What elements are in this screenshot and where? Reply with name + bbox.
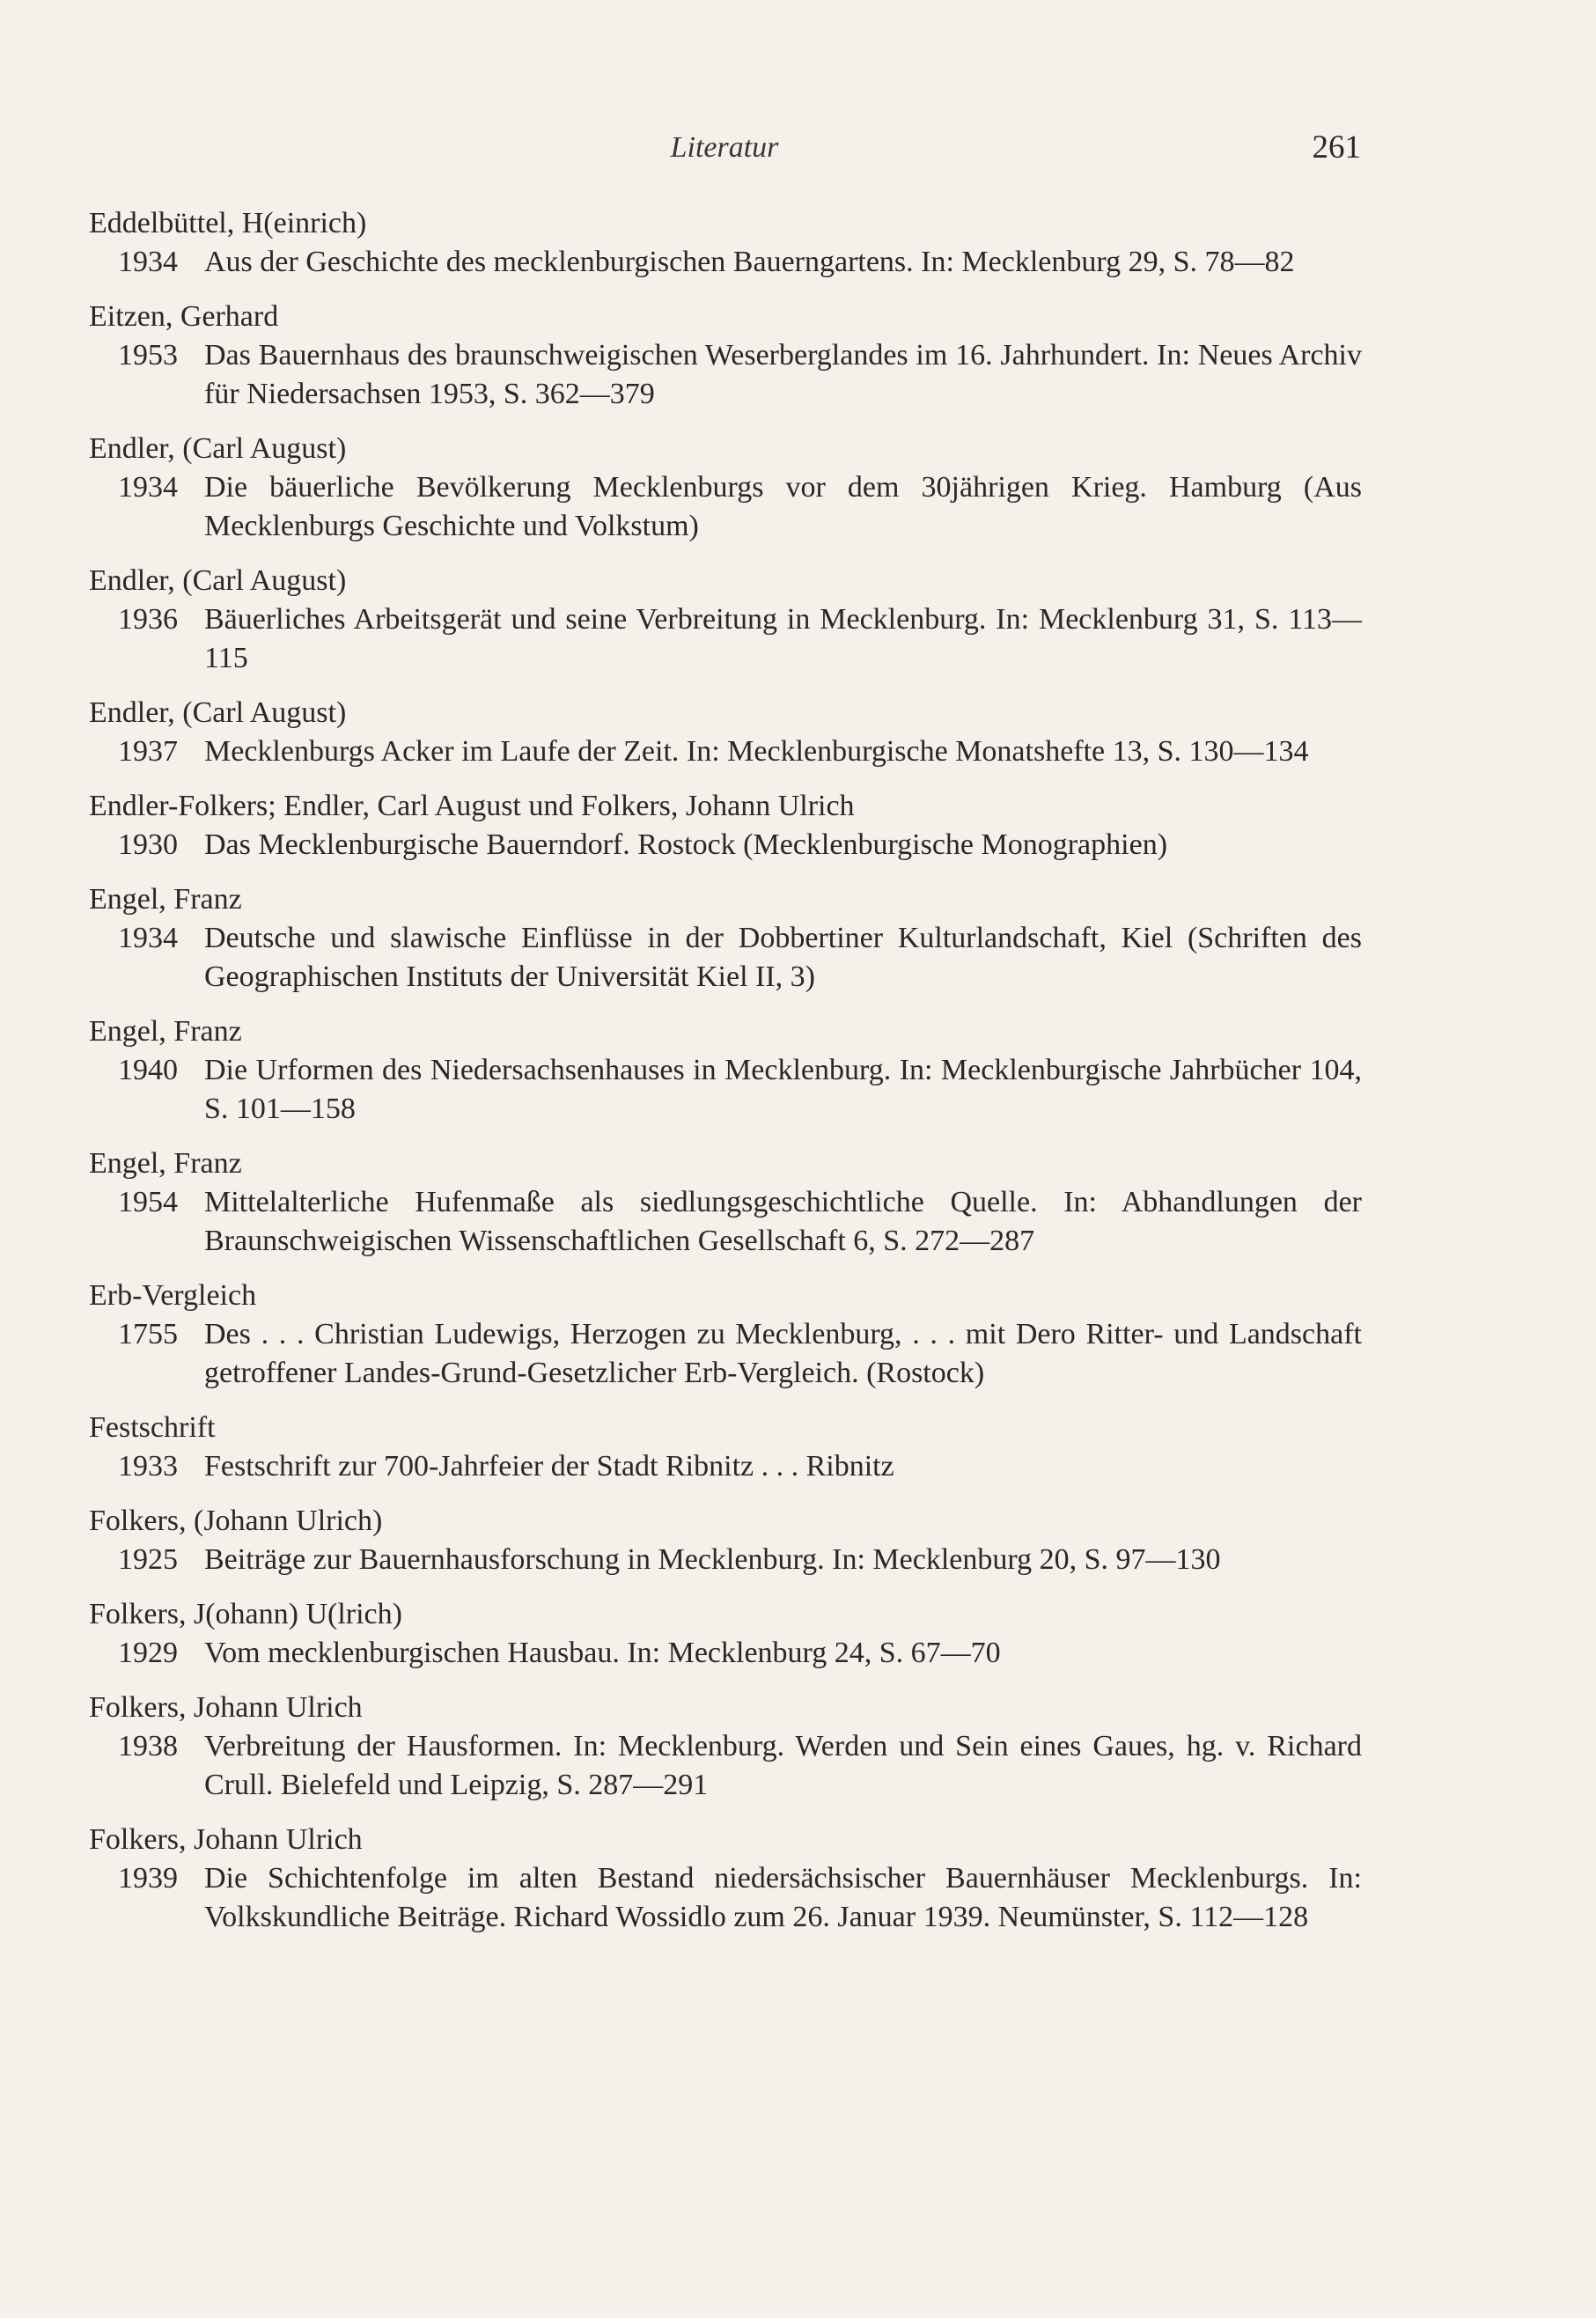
bibliography-entry xyxy=(89,787,1362,865)
entry-author: Endler, (Carl August) xyxy=(89,432,347,465)
entry-text: Das Mecklenburgische Bauerndorf. Rostock (Mecklenburgische Monographien) xyxy=(204,828,1168,861)
entry-item xyxy=(89,1727,1362,1805)
page-number: 261 xyxy=(1312,129,1361,166)
entry-year: 1939 xyxy=(118,1862,178,1895)
bibliography-entry xyxy=(89,880,1362,997)
entry-year: 1954 xyxy=(118,1186,178,1218)
entry-item xyxy=(89,1859,1362,1937)
entry-author: Folkers, (Johann Ulrich) xyxy=(89,1505,383,1537)
entry-item xyxy=(89,243,1362,282)
entry-text: Festschrift zur 700-Jahrfeier der Stadt Ribnitz . . . Ribnitz xyxy=(204,1450,894,1483)
entry-item xyxy=(89,732,1362,771)
entry-year: 1925 xyxy=(118,1543,178,1576)
entry-item xyxy=(89,1634,1362,1673)
running-head xyxy=(88,125,1361,171)
entry-text: Mittelalterliche Hufenmaße als siedlungsgeschichtliche Quelle. In: Abhandlungen der Braunschweigischen Wissenschaftlichen Gesellschaft 6, S. 272—287 xyxy=(204,1186,1362,1257)
entry-author: Engel, Franz xyxy=(89,883,242,916)
bibliography-entry xyxy=(89,204,1362,282)
entry-item xyxy=(89,1183,1362,1261)
entry-item xyxy=(89,1315,1362,1393)
entry-year: 1934 xyxy=(118,471,178,504)
entry-year: 1933 xyxy=(118,1450,178,1483)
entry-author: Folkers, Johann Ulrich xyxy=(89,1823,363,1856)
entry-item xyxy=(89,826,1362,865)
entry-text: Verbreitung der Hausformen. In: Mecklenburg. Werden und Sein eines Gaues, hg. v. Richard Crull. Bielefeld und Leipzig, S. 287—291 xyxy=(204,1730,1362,1801)
entry-item xyxy=(89,919,1362,997)
entry-author: Eitzen, Gerhard xyxy=(89,300,279,333)
entry-author: Endler, (Carl August) xyxy=(89,696,347,729)
bibliography-entry xyxy=(89,1821,1362,1937)
entry-year: 1934 xyxy=(118,246,178,278)
entry-author: Eddelbüttel, H(einrich) xyxy=(89,207,367,239)
entry-author: Folkers, Johann Ulrich xyxy=(89,1691,363,1724)
entry-year: 1930 xyxy=(118,828,178,861)
bibliography-entry xyxy=(89,1595,1362,1673)
entry-year: 1937 xyxy=(118,735,178,768)
entry-text: Die bäuerliche Bevölkerung Mecklenburgs vor dem 30jährigen Krieg. Hamburg (Aus Mecklenburgs Geschichte und Volkstum) xyxy=(204,471,1362,542)
entry-author: Engel, Franz xyxy=(89,1147,242,1180)
bibliography-entry xyxy=(89,562,1362,678)
entry-author: Engel, Franz xyxy=(89,1015,242,1048)
entry-text: Bäuerliches Arbeitsgerät und seine Verbreitung in Mecklenburg. In: Mecklenburg 31, S. 113—115 xyxy=(204,603,1362,674)
entry-text: Die Urformen des Niedersachsenhauses in Mecklenburg. In: Mecklenburgische Jahrbücher 104, S. 101—158 xyxy=(204,1054,1362,1125)
bibliography-entry xyxy=(89,430,1362,546)
entry-text: Die Schichtenfolge im alten Bestand niedersächsischer Bauernhäuser Mecklenburgs. In: Volkskundliche Beiträge. Richard Wossidlo zum 26. Januar 1939. Neumünster, S. 112—128 xyxy=(204,1862,1362,1933)
entry-author: Festschrift xyxy=(89,1411,216,1444)
entry-author: Folkers, J(ohann) U(lrich) xyxy=(89,1598,402,1630)
entry-author: Erb-Vergleich xyxy=(89,1279,257,1312)
entry-year: 1936 xyxy=(118,603,178,636)
entry-item xyxy=(89,1447,1362,1486)
entry-item xyxy=(89,336,1362,414)
bibliography-entry xyxy=(89,1502,1362,1579)
entry-text: Das Bauernhaus des braunschweigischen Weserberglandes im 16. Jahrhundert. In: Neues Archiv für Niedersachsen 1953, S. 362—379 xyxy=(204,339,1362,410)
entry-author: Endler-Folkers; Endler, Carl August und Folkers, Johann Ulrich xyxy=(89,790,855,822)
entry-year: 1934 xyxy=(118,922,178,954)
bibliography-entry xyxy=(89,298,1362,414)
entry-item xyxy=(89,1051,1362,1129)
entry-year: 1929 xyxy=(118,1637,178,1669)
entry-item xyxy=(89,468,1362,546)
entry-text: Mecklenburgs Acker im Laufe der Zeit. In: Mecklenburgische Monatshefte 13, S. 130—134 xyxy=(204,735,1309,768)
bibliography-entry xyxy=(89,1689,1362,1805)
bibliography-entry xyxy=(89,1144,1362,1261)
running-title: Literatur xyxy=(670,131,779,164)
entry-item xyxy=(89,600,1362,678)
bibliography-entry xyxy=(89,1409,1362,1486)
entry-text: Des . . . Christian Ludewigs, Herzogen zu Mecklenburg, . . . mit Dero Ritter- und Landschaft getroffener Landes-Grund-Gesetzlicher Erb-Vergleich. (Rostock) xyxy=(204,1318,1362,1389)
entry-year: 1953 xyxy=(118,339,178,372)
entry-text: Beiträge zur Bauernhausforschung in Mecklenburg. In: Mecklenburg 20, S. 97—130 xyxy=(204,1543,1221,1576)
bibliography-list xyxy=(89,204,1362,1953)
entry-text: Deutsche und slawische Einflüsse in der Dobbertiner Kulturlandschaft, Kiel (Schriften des Geographischen Instituts der Universität Kiel II, 3) xyxy=(204,922,1362,993)
entry-year: 1755 xyxy=(118,1318,178,1350)
entry-text: Vom mecklenburgischen Hausbau. In: Mecklenburg 24, S. 67—70 xyxy=(204,1637,1001,1669)
bibliography-entry xyxy=(89,1277,1362,1393)
entry-author: Endler, (Carl August) xyxy=(89,564,347,597)
bibliography-entry xyxy=(89,1012,1362,1129)
bibliography-entry xyxy=(89,694,1362,771)
entry-year: 1938 xyxy=(118,1730,178,1762)
entry-year: 1940 xyxy=(118,1054,178,1086)
entry-text: Aus der Geschichte des mecklenburgischen Bauerngartens. In: Mecklenburg 29, S. 78—82 xyxy=(204,246,1295,278)
entry-item xyxy=(89,1541,1362,1579)
